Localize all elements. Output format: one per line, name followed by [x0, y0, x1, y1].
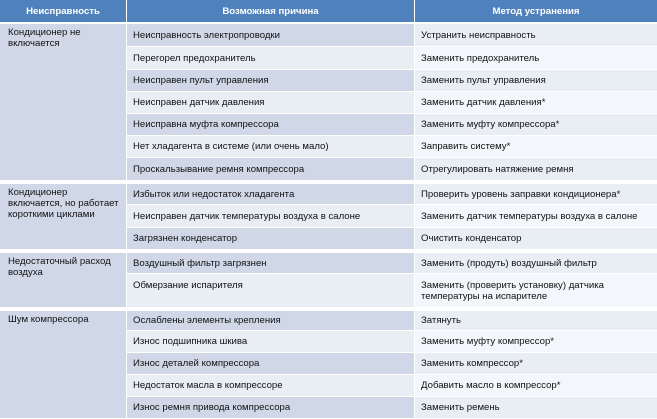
table-row — [0, 250, 657, 274]
table-row — [0, 308, 657, 331]
cause-cell: Износ ремня привода компрессора — [127, 397, 415, 419]
cause-cell: Перегорел предохранитель — [127, 47, 415, 70]
cause-cell: Износ деталей компрессора — [127, 353, 415, 375]
fix-cell: Заменить датчик давления* — [415, 92, 657, 114]
fault-cell: Кондиционер не включается — [0, 24, 127, 181]
cause-cell: Неисправен датчик давления — [127, 92, 415, 114]
fix-cell: Проверить уровень заправки кондиционера* — [415, 181, 657, 205]
fix-cell: Добавить масло в компрессор* — [415, 375, 657, 397]
fault-cell: Шум компрессора — [0, 308, 127, 419]
cause-cell: Избыток или недостаток хладагента — [127, 181, 415, 205]
fix-cell: Заменить муфту компрессор* — [415, 331, 657, 353]
cause-cell: Ослаблены элементы крепления — [127, 308, 415, 331]
cause-cell: Обмерзание испарителя — [127, 274, 415, 308]
cause-cell: Неисправен датчик температуры воздуха в салоне — [127, 205, 415, 228]
cause-cell: Загрязнен конденсатор — [127, 228, 415, 250]
fix-cell: Заменить (проверить установку) датчика температуры на испарителе — [415, 274, 657, 308]
table-row — [0, 24, 657, 47]
fix-cell: Заменить предохранитель — [415, 47, 657, 70]
fix-cell: Заправить систему* — [415, 136, 657, 158]
fix-cell: Заменить ремень — [415, 397, 657, 419]
fix-cell: Заменить муфту компрессора* — [415, 114, 657, 136]
header-row — [0, 0, 657, 24]
fix-cell: Заменить датчик температуры воздуха в салоне — [415, 205, 657, 228]
cause-cell: Недостаток масла в компрессоре — [127, 375, 415, 397]
fix-cell: Устранить неисправность — [415, 24, 657, 47]
fix-cell: Заменить (продуть) воздушный фильтр — [415, 250, 657, 274]
header-cause: Возможная причина — [127, 0, 415, 24]
cause-cell: Нет хладагента в системе (или очень мало) — [127, 136, 415, 158]
header-fault: Неисправность — [0, 0, 127, 24]
table-row — [0, 181, 657, 205]
cause-cell: Износ подшипника шкива — [127, 331, 415, 353]
cause-cell: Неисправна муфта компрессора — [127, 114, 415, 136]
fix-cell: Отрегулировать натяжение ремня — [415, 158, 657, 181]
cause-cell: Неисправность электропроводки — [127, 24, 415, 47]
cause-cell: Воздушный фильтр загрязнен — [127, 250, 415, 274]
fault-cell: Кондиционер включается, но работает короткими циклами — [0, 181, 127, 250]
fix-cell: Очистить конденсатор — [415, 228, 657, 250]
cause-cell: Проскальзывание ремня компрессора — [127, 158, 415, 181]
fix-cell: Заменить пульт управления — [415, 70, 657, 92]
cause-cell: Неисправен пульт управления — [127, 70, 415, 92]
fault-cell: Недостаточный расход воздуха — [0, 250, 127, 308]
header-fix: Метод устранения — [415, 0, 657, 24]
fix-cell: Затянуть — [415, 308, 657, 331]
fix-cell: Заменить компрессор* — [415, 353, 657, 375]
